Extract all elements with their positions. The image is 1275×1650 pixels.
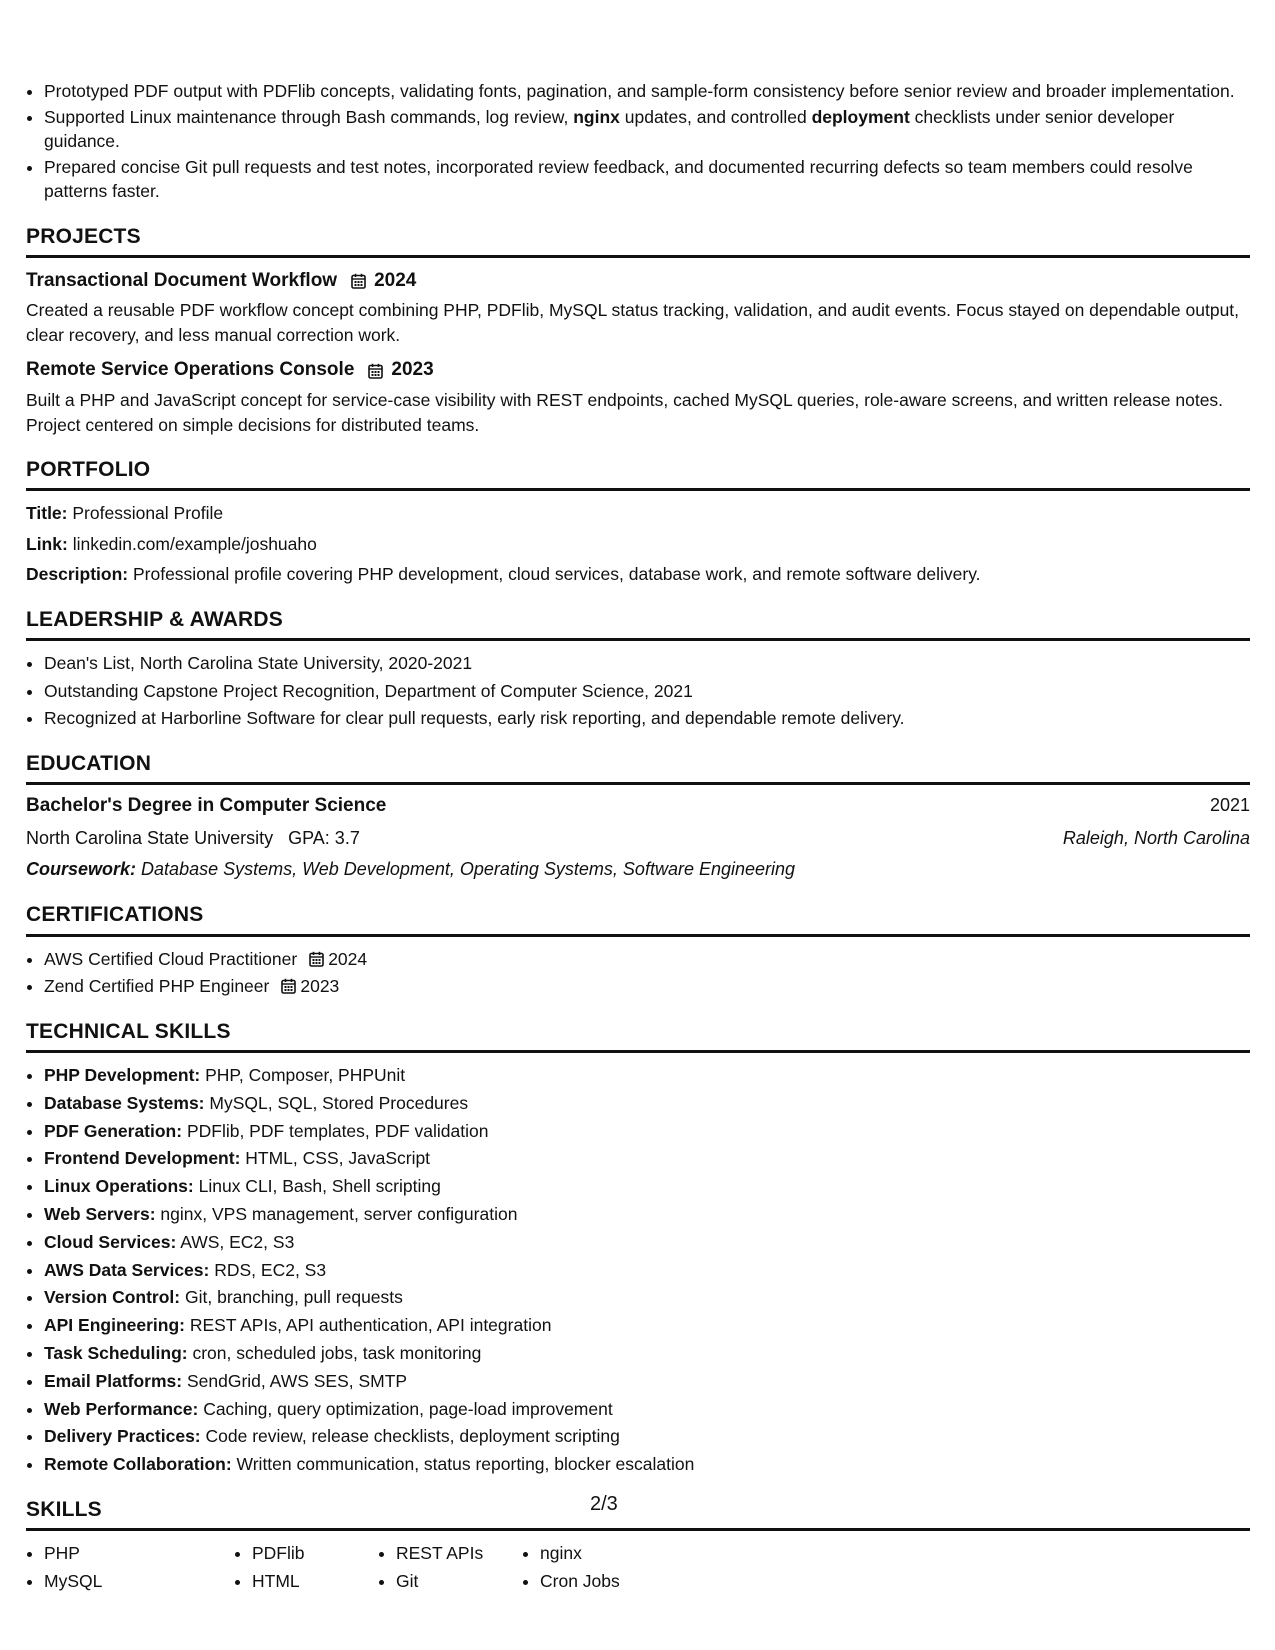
skills-column (234, 1541, 378, 1596)
experience-bullet: • Prepared concise Git pull requests and test notes, incorporated review feedback, and documented recurring defects so team members could resolve patterns faster. (44, 155, 1250, 204)
section-heading-projects: PROJECTS (26, 222, 1250, 258)
project-title: Remote Service Operations Console (26, 359, 355, 381)
experience-bullet: • Prototyped PDF output with PDFlib concepts, validating fonts, pagination, and sample-form consistency before senior review and broader implementation. (44, 79, 1250, 104)
list-item: • PHP Development: PHP, Composer, PHPUnit (44, 1063, 1250, 1088)
list-item: • Cron Jobs (540, 1569, 666, 1594)
section-heading-education: EDUCATION (26, 749, 1250, 785)
portfolio-title: Title: Professional Profile (26, 503, 224, 524)
project-year: 2024 (374, 269, 417, 291)
project-item (26, 268, 1250, 348)
list-item: • AWS Data Services: RDS, EC2, S3 (44, 1258, 1250, 1283)
project-title: Transactional Document Workflow (26, 269, 338, 291)
section-heading-skills: SKILLS (26, 1495, 1250, 1531)
certifications-list (26, 947, 1250, 999)
project-year: 2023 (391, 359, 434, 381)
calendar-icon (368, 363, 383, 379)
list-item: • API Engineering: REST APIs, API authentication, API integration (44, 1313, 1250, 1338)
education-coursework: Coursework: Database Systems, Web Development, Operating Systems, Software Engineering (26, 859, 796, 880)
portfolio-link: Link: linkedin.com/example/joshuaho (26, 533, 317, 554)
project-item (26, 357, 1250, 437)
list-item: • Remote Collaboration: Written communication, status reporting, blocker escalation (44, 1452, 1250, 1477)
education-school: North Carolina State University (26, 827, 274, 848)
list-item: • nginx (540, 1541, 666, 1566)
experience-bullets (26, 79, 1250, 204)
list-item: • HTML (252, 1569, 378, 1594)
list-item: • Database Systems: MySQL, SQL, Stored Procedures (44, 1091, 1250, 1116)
calendar-icon (281, 978, 296, 994)
section-heading-portfolio: PORTFOLIO (26, 455, 1250, 491)
list-item: • Zend Certified PHP Engineer 2023 (44, 974, 1250, 999)
list-item: • PDF Generation: PDFlib, PDF templates, PDF validation (44, 1119, 1250, 1144)
list-item: • AWS Certified Cloud Practitioner 2024 (44, 947, 1250, 972)
list-item: • Frontend Development: HTML, CSS, JavaScript (44, 1146, 1250, 1171)
calendar-icon (351, 273, 366, 289)
section-heading-leadership: LEADERSHIP & AWARDS (26, 605, 1250, 641)
education-location: Raleigh, North Carolina (1062, 827, 1250, 848)
list-item: • Delivery Practices: Code review, release checklists, deployment scripting (44, 1424, 1250, 1449)
skills-grid (26, 1541, 1250, 1596)
skills-column (26, 1541, 234, 1596)
project-description: Created a reusable PDF workflow concept combining PHP, PDFlib, MySQL status tracking, validation, and audit events. Focus stayed on dependable output, clear recovery, and less manual correction work. (26, 300, 1240, 345)
resume-page (26, 79, 1250, 1596)
list-item: • MySQL (44, 1569, 234, 1594)
list-item: • Task Scheduling: cron, scheduled jobs, task monitoring (44, 1341, 1250, 1366)
education-degree: Bachelor's Degree in Computer Science (26, 795, 387, 817)
list-item: • REST APIs (396, 1541, 522, 1566)
list-item: • Email Platforms: SendGrid, AWS SES, SMTP (44, 1369, 1250, 1394)
skills-column (378, 1541, 522, 1596)
technical-skills-list (26, 1063, 1250, 1477)
list-item: • Version Control: Git, branching, pull requests (44, 1285, 1250, 1310)
list-item: • PDFlib (252, 1541, 378, 1566)
list-item: • Outstanding Capstone Project Recognition, Department of Computer Science, 2021 (44, 679, 1250, 704)
list-item: • Linux Operations: Linux CLI, Bash, Shell scripting (44, 1174, 1250, 1199)
page-number: 2/3 (590, 1493, 618, 1515)
portfolio-description: Description: Professional profile covering PHP development, cloud services, database work, and remote software delivery. (26, 564, 981, 585)
list-item: • Cloud Services: AWS, EC2, S3 (44, 1230, 1250, 1255)
experience-bullet: • Supported Linux maintenance through Bash commands, log review, nginx updates, and controlled deployment checklists under senior developer guidance. (44, 105, 1250, 154)
leadership-list (26, 651, 1250, 731)
portfolio-link-url[interactable]: linkedin.com/example/joshuaho (72, 533, 317, 554)
project-description: Built a PHP and JavaScript concept for service-case visibility with REST endpoints, cached MySQL queries, role-aware screens, and written release notes. Project centered on simple decisions for distributed teams. (26, 390, 1224, 435)
list-item: • PHP (44, 1541, 234, 1566)
list-item: • Web Servers: nginx, VPS management, server configuration (44, 1202, 1250, 1227)
section-heading-certifications: CERTIFICATIONS (26, 900, 1250, 936)
section-heading-technical-skills: TECHNICAL SKILLS (26, 1017, 1250, 1053)
list-item: • Web Performance: Caching, query optimization, page-load improvement (44, 1397, 1250, 1422)
education-gpa: GPA: 3.7 (288, 827, 360, 848)
list-item: • Git (396, 1569, 522, 1594)
education-year: 2021 (1209, 795, 1250, 816)
calendar-icon (309, 951, 324, 967)
list-item: • Recognized at Harborline Software for clear pull requests, early risk reporting, and dependable remote delivery. (44, 706, 1250, 731)
list-item: • Dean's List, North Carolina State University, 2020-2021 (44, 651, 1250, 676)
skills-column (522, 1541, 666, 1596)
